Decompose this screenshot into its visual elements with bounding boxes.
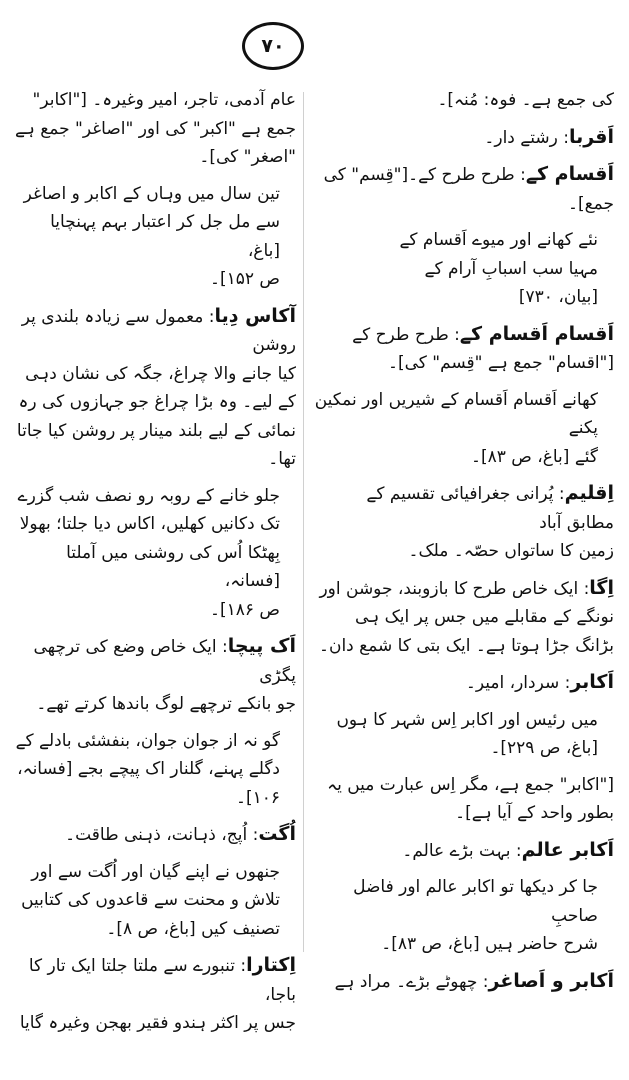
entry-line <box>14 690 296 719</box>
entry-example <box>314 386 614 472</box>
definition-text: : ایک خاص طرح کا بازوبند، جوشن اور <box>319 578 590 599</box>
entry-line <box>14 208 280 265</box>
entry-line <box>14 417 296 446</box>
definition-text: : معمول سے زیادہ بلندی پر روشن <box>21 306 296 355</box>
headword: اَقسام اَقسام کے <box>459 322 614 345</box>
definition-text: کے لیے۔ وہ بڑا چراغ جو جہازوں کی رہ <box>18 392 296 412</box>
headword: اَقسام کے <box>525 163 614 185</box>
entry-line <box>314 86 614 115</box>
entry-example <box>14 180 296 294</box>
dictionary-entry <box>14 820 296 850</box>
definition-text: : ایک خاص وضع کی ترچھی پگڑی <box>33 637 296 686</box>
entry-line <box>14 180 280 209</box>
definition-text: جس پر اکثر ہندو فقیر بھجن وغیرہ گایا <box>19 1013 296 1033</box>
entry-line <box>14 915 280 944</box>
headword: اَکابر <box>570 671 614 693</box>
headword: اِقلیم <box>564 482 614 504</box>
entry-line <box>314 537 614 566</box>
definition-text: ۱۰۶]۔ <box>236 787 280 808</box>
definition-text: [بیان، ۷۳۰] <box>518 287 598 307</box>
entry-example <box>314 873 614 959</box>
entry-example <box>314 771 614 828</box>
entry-example <box>314 86 614 115</box>
headword: اَک پیچا <box>227 635 296 657</box>
definition-text: تک دکانیں کھلیں، اکاس دیا جلتا؛ بھولا <box>19 514 280 534</box>
definition-text: جمع ہے "اکبر" کی اور "اصاغر" جمع ہے <box>14 118 296 139</box>
entry-line <box>14 820 296 850</box>
definition-text: : پُرانی جغرافیائی تقسیم کے مطابق آباد <box>366 484 614 533</box>
definition-text: تصنیف کیں [باغ، ص ۸]۔ <box>106 918 280 939</box>
entry-line <box>14 858 280 887</box>
entry-line <box>314 668 614 698</box>
entry-example <box>314 226 614 312</box>
dictionary-entry <box>314 320 614 378</box>
definition-text: ص ۱۸۶]۔ <box>210 599 280 620</box>
entry-line <box>314 255 598 284</box>
definition-text: کی جمع ہے۔ فوہ: مُنہ]۔ <box>437 90 614 110</box>
dictionary-entry <box>314 836 614 866</box>
entry-line <box>314 123 614 153</box>
entry-line <box>314 349 614 378</box>
entry-example <box>314 706 614 763</box>
entry-line <box>14 632 296 690</box>
definition-text: شرح حاضر ہیں [باغ، ص ۸۳]۔ <box>381 934 598 954</box>
entry-line <box>14 360 296 389</box>
entry-line <box>314 873 598 930</box>
dictionary-entry <box>14 632 296 719</box>
entry-example <box>14 482 296 625</box>
definition-text: بطور واحد کے آیا ہے]۔ <box>455 803 614 823</box>
dictionary-entry <box>314 123 614 153</box>
definition-text: ص ۱۵۲]۔ <box>210 269 280 289</box>
entry-line <box>14 755 280 784</box>
definition-text: : اُپج، ذہانت، ذہنی طاقت۔ <box>65 825 259 845</box>
entry-line <box>314 930 598 959</box>
definition-text: گو نہ از جوان جوان، بنفشئی بادلے کے <box>15 730 280 751</box>
definition-text: بِھٹکا اُس کی روشنی میں آملتا [فسانہ، <box>66 542 280 591</box>
entry-line <box>314 799 614 828</box>
left-column <box>14 86 296 1046</box>
entry-line <box>14 539 280 596</box>
headword: آکاس دِیا <box>214 304 296 327</box>
definition-text: ["اقسام" جمع ہے "قِسم" کی]۔ <box>387 353 614 373</box>
dictionary-entry <box>314 967 614 997</box>
definition-text: مہیا سب اسبابِ آرام کے <box>424 258 598 279</box>
definition-text: کیا جانے والا چراغ، جگہ کی نشان دہی <box>25 363 296 384</box>
definition-text: گئے [باغ، ص ۸۳]۔ <box>471 446 598 467</box>
entry-line <box>14 115 296 144</box>
definition-text: : تنبورے سے ملتا جلتا ایک تار کا باجا، <box>28 956 296 1005</box>
definition-text: کھانے اَقسام اَقسام کے شیریں اور نمکین پکنے <box>314 389 598 438</box>
headword: اَکابر و اَصاغر <box>488 969 614 992</box>
entry-line <box>14 302 296 360</box>
headword: اَقربا <box>568 125 614 148</box>
entry-line <box>314 160 614 190</box>
dictionary-entry <box>314 668 614 698</box>
definition-text: جا کر دیکھا تو اکابر عالم اور فاضل صاحبِ <box>353 877 598 926</box>
entry-line <box>314 190 614 219</box>
definition-text: سے مل جل کر اعتبار بہم پہنچایا [باغ، <box>50 212 280 261</box>
entry-line <box>314 603 614 632</box>
definition-text: "اصغر" کی]۔ <box>199 147 296 167</box>
entry-line <box>14 143 296 172</box>
headword: اُگت <box>258 823 296 845</box>
right-column <box>314 86 614 1004</box>
entry-line <box>14 951 296 1009</box>
definition-text: : طرح طرح کے۔["قِسم" کی <box>323 165 526 185</box>
definition-text: تین سال میں وہاں کے اکابر و اصاغر <box>23 183 280 204</box>
entry-line <box>314 479 614 537</box>
definition-text: تھا۔ <box>268 449 296 469</box>
entry-line <box>314 836 614 866</box>
definition-text: دگلے پہنے، گلنار اک پیچے بجے [فسانہ، <box>17 759 280 779</box>
entry-line <box>14 510 280 539</box>
dictionary-entry <box>314 479 614 566</box>
entry-line <box>14 596 280 625</box>
definition-text: میں رئیس اور اکابر اِس شہر کا ہوں <box>336 709 598 730</box>
definition-text: : سردار، امیر۔ <box>465 673 571 693</box>
definition-text: نمائی کے لیے بلند مینار پر روشن کیا جاتا <box>16 420 296 441</box>
entry-line <box>14 86 296 115</box>
definition-text: نئے کھانے اور میوے اَقسام کے <box>399 230 598 250</box>
definition-text: تلاش و محنت سے قاعدوں کی کتابیں <box>21 890 280 910</box>
entry-line <box>314 632 614 661</box>
definition-text: : چھوٹے بڑے۔ مراد ہے <box>334 971 489 992</box>
entry-line <box>14 388 296 417</box>
definition-text: جنھوں نے اپنے گیان اور اُگت سے اور <box>31 861 280 882</box>
dictionary-entry <box>14 302 296 474</box>
entry-line <box>14 445 296 474</box>
definition-text: [باغ، ص ۲۲۹]۔ <box>490 738 598 758</box>
entry-line <box>314 226 598 255</box>
entry-line <box>314 771 614 800</box>
dictionary-entry <box>314 160 614 218</box>
definition-text: جو بانکے ترچھے لوگ باندھا کرتے تھے۔ <box>36 694 296 714</box>
entry-line <box>314 386 598 443</box>
definition-text: بڑانگ جڑا ہوتا ہے۔ ایک بتی کا شمع دان۔ <box>319 635 614 656</box>
dictionary-entry <box>14 951 296 1038</box>
entry-line <box>14 784 280 813</box>
page-number: ۷۰ <box>242 22 304 70</box>
column-divider <box>303 92 304 952</box>
definition-text: عام آدمی، تاجر، امیر وغیرہ۔ ["اکابر" <box>32 90 296 110</box>
entry-example <box>14 858 296 944</box>
definition-text: : رشتے دار۔ <box>484 127 569 148</box>
entry-line <box>314 734 598 763</box>
entry-line <box>314 320 614 350</box>
entry-line <box>14 482 280 511</box>
definition-text: زمین کا ساتواں حصّہ۔ ملک۔ <box>408 541 614 561</box>
headword: اِگا <box>589 576 614 599</box>
headword: اِکتارا <box>246 954 296 976</box>
entry-example <box>14 86 296 172</box>
entry-line <box>14 886 280 915</box>
entry-line <box>14 1009 296 1038</box>
definition-text: جلو خانے کے روبہ رو نصف شب گزرے <box>17 485 280 506</box>
definition-text: : طرح طرح کے <box>352 324 460 345</box>
entry-line <box>14 727 280 756</box>
entry-line <box>314 706 598 735</box>
entry-line <box>14 265 280 294</box>
entry-line <box>314 443 598 472</box>
entry-example <box>14 727 296 813</box>
definition-text: جمع]۔ <box>568 193 614 214</box>
definition-text: نونگے کے مقابلے میں جس پر ایک ہی <box>355 607 614 627</box>
dictionary-entry <box>314 574 614 661</box>
entry-line <box>314 967 614 997</box>
entry-line <box>314 574 614 604</box>
definition-text: ["اکابر" جمع ہے، مگر اِس عبارت میں یہ <box>327 774 614 795</box>
entry-line <box>314 283 598 312</box>
definition-text: : بہت بڑے عالم۔ <box>402 840 522 861</box>
headword: اَکابر عالم <box>521 838 614 861</box>
